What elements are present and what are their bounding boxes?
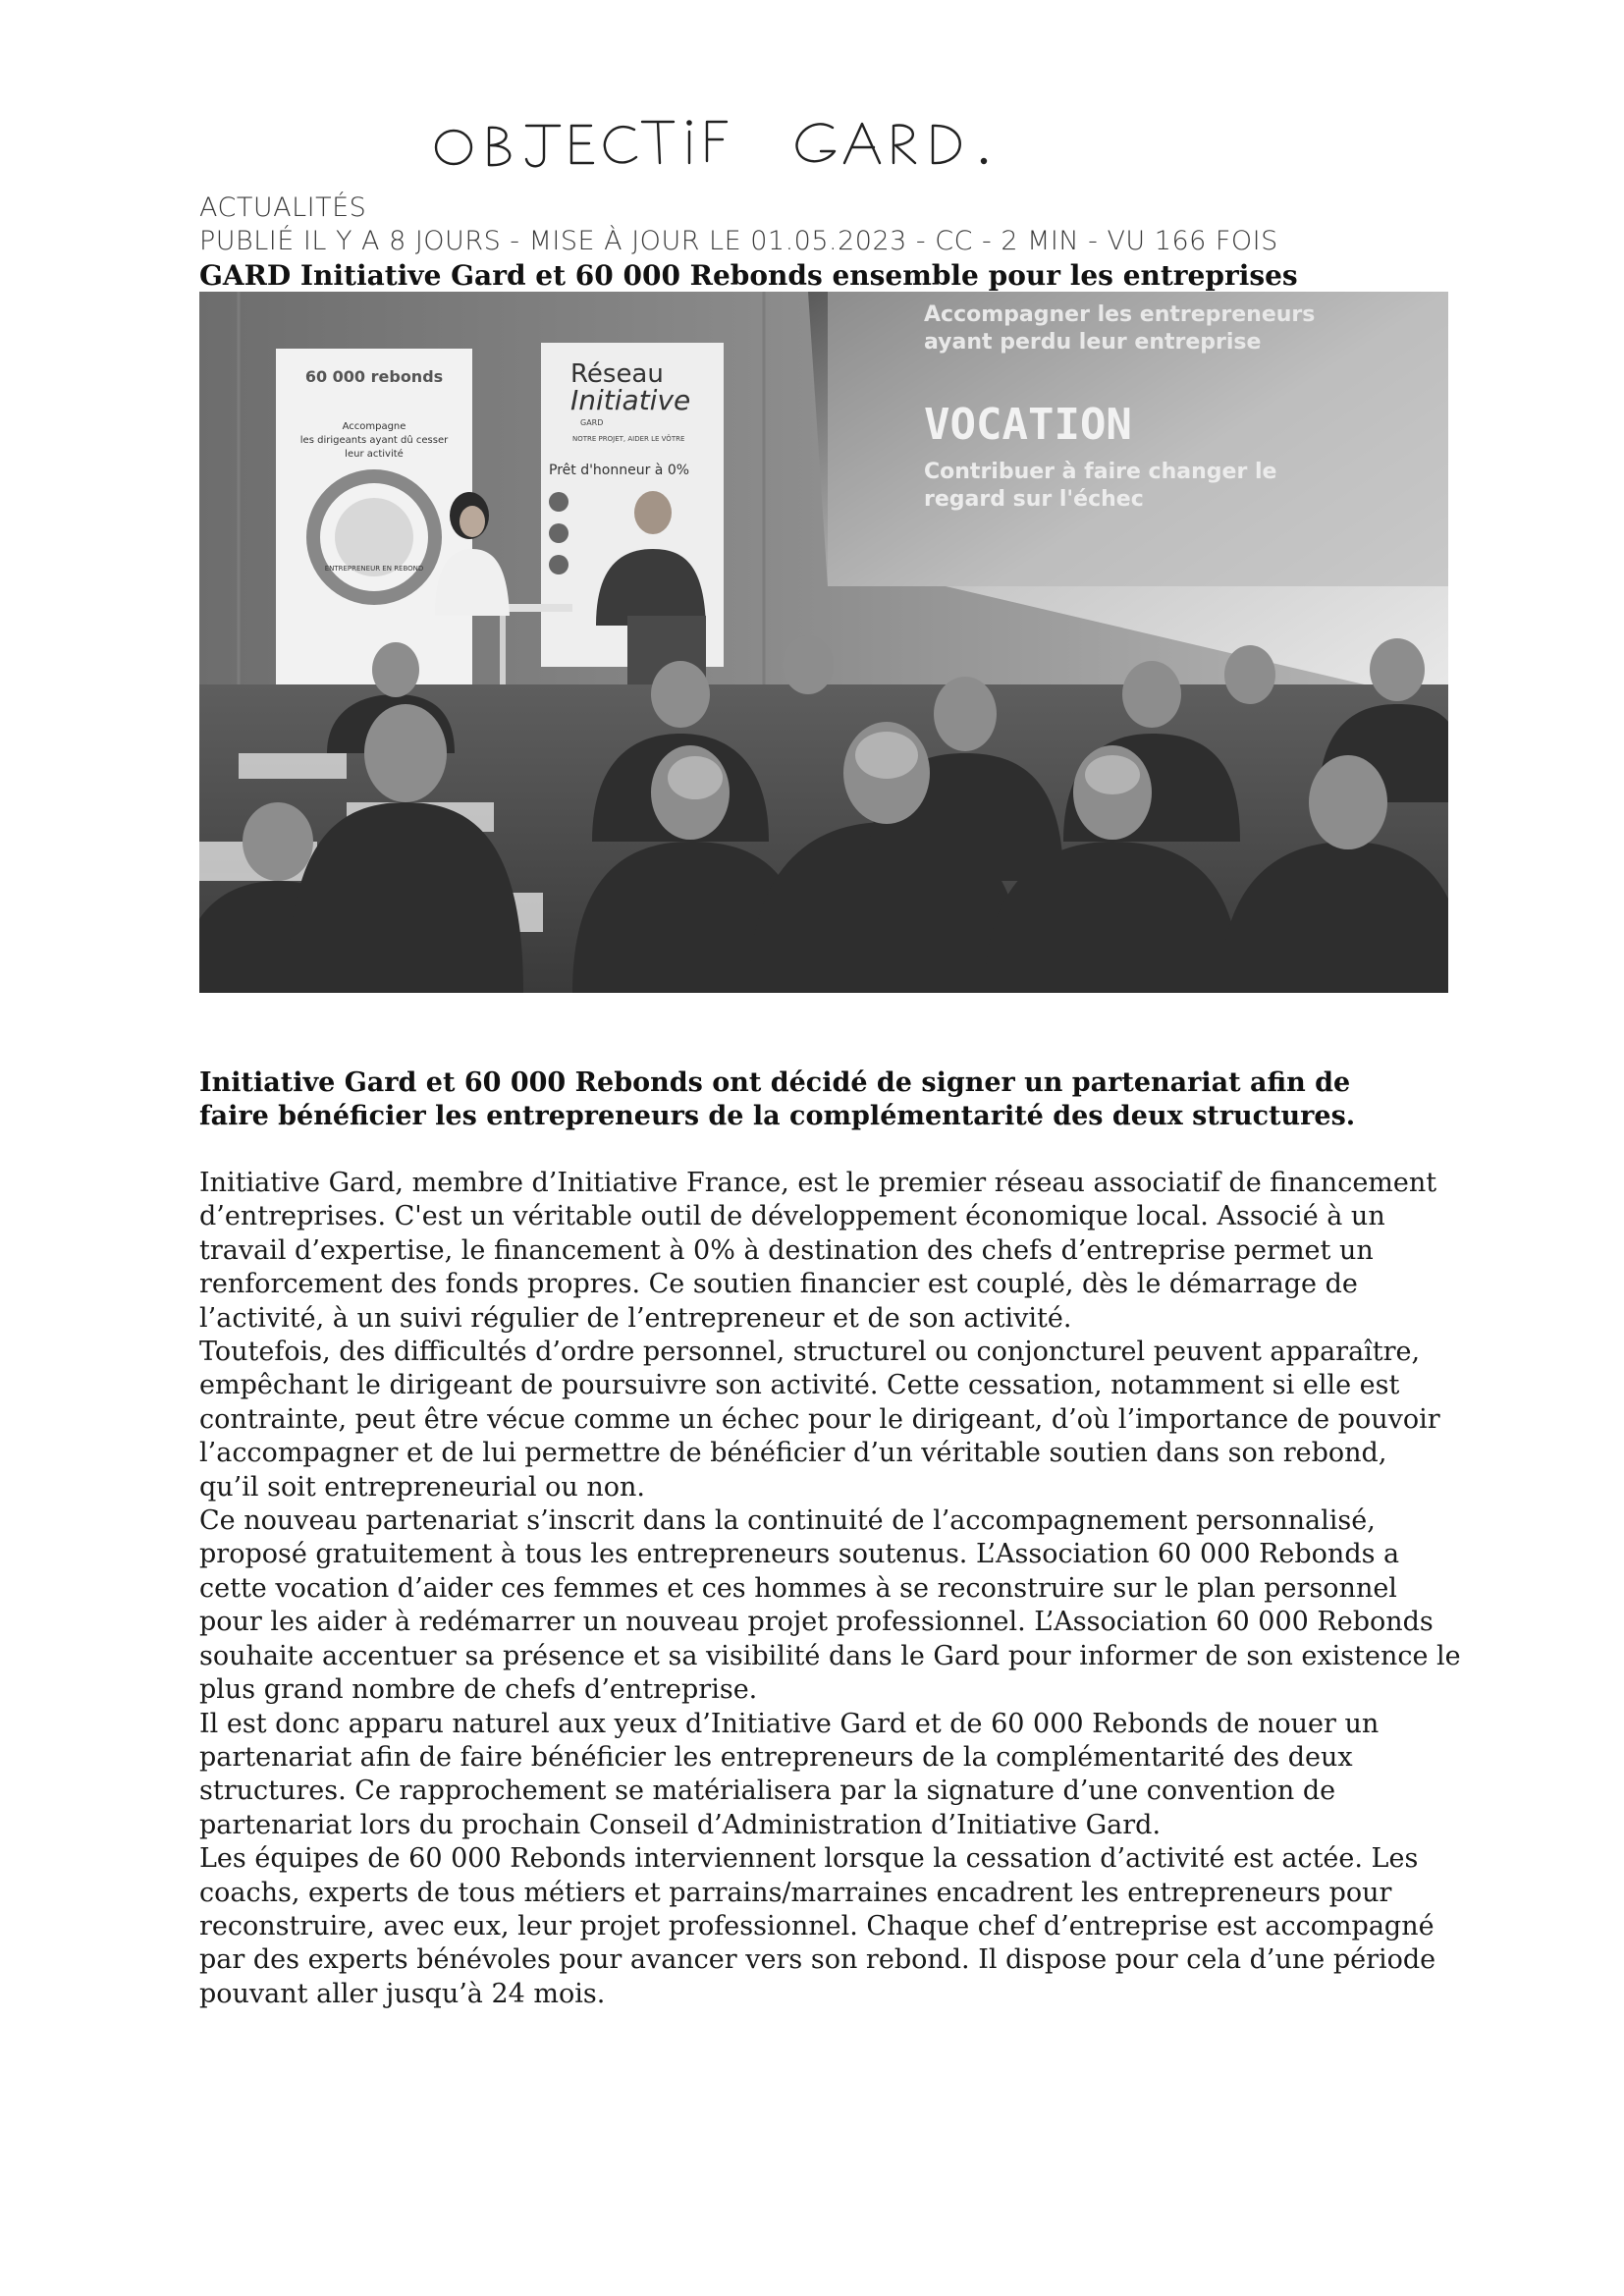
screen-text-line2: ayant perdu leur entreprise	[924, 330, 1262, 355]
rebonds-caption-line2: les dirigeants ayant dû cesser	[299, 435, 449, 446]
body-line: partenariat afin de faire bénéficier les entrepreneurs de la complémentarité des deux	[199, 1741, 1353, 1773]
body-line: pour les aider à redémarrer un nouveau projet professionnel. L’Association 60 000 Rebonds	[199, 1607, 1434, 1638]
screen-sub-line2: regard sur l'échec	[924, 487, 1144, 512]
body-line: d’entreprises. C'est un véritable outil de développement économique local. Associé à un	[199, 1201, 1385, 1232]
body-line: plus grand nombre de chefs d’entreprise.	[199, 1674, 758, 1706]
body-line: l’activité, à un suivi régulier de l’entrepreneur et de son activité.	[199, 1302, 1072, 1334]
lead-line: Initiative Gard et 60 000 Rebonds ont décidé de signer un partenariat afin de	[199, 1067, 1351, 1098]
rebonds-caption-line3: leur activité	[345, 449, 404, 460]
handwritten-note	[432, 106, 1100, 175]
body-line: Ce nouveau partenariat s’inscrit dans la continuité de l’accompagnement personnalisé,	[199, 1505, 1376, 1537]
rebonds-logo-text: 60 000 rebonds	[304, 367, 444, 386]
article-photo	[199, 292, 1448, 993]
body-line: pouvant aller jusqu’à 24 mois.	[199, 1978, 606, 2009]
initiative-logo-line1: Réseau	[570, 359, 664, 389]
rebonds-banner	[276, 349, 472, 702]
article-lead	[199, 1066, 1476, 1133]
article-body	[199, 1167, 1466, 2011]
initiative-loan-text: Prêt d'honneur à 0%	[549, 463, 690, 478]
body-line: qu’il soit entrepreneurial ou non.	[199, 1471, 646, 1503]
screen-text-line1: Accompagner les entrepreneurs	[924, 302, 1316, 327]
body-line: Initiative Gard, membre d’Initiative France, est le premier réseau associatif de financement	[199, 1168, 1437, 1198]
body-line: coachs, experts de tous métiers et parrains/marraines encadrent les entrepreneurs pour	[199, 1877, 1392, 1908]
lead-line: faire bénéficier les entrepreneurs de la complémentarité des deux structures.	[199, 1101, 1356, 1131]
section-rubric: ACTUALITÉS	[199, 192, 367, 223]
body-line: proposé gratuitement à tous les entrepreneurs soutenus. L’Association 60 000 Rebonds a	[199, 1539, 1400, 1570]
rebonds-caption-line1: Accompagne	[342, 421, 406, 432]
body-line: renforcement des fonds propres. Ce soutien financier est couplé, dès le démarrage de	[199, 1269, 1358, 1300]
article-headline: GARD Initiative Gard et 60 000 Rebonds ensemble pour les entreprises	[199, 259, 1298, 292]
body-line: souhaite accentuer sa présence et sa visibilité dans le Gard pour informer de son existence le	[199, 1640, 1461, 1671]
body-line: structures. Ce rapprochement se matérialisera par la signature d’une convention de	[199, 1776, 1336, 1807]
body-line: partenariat lors du prochain Conseil d’Administration d’Initiative Gard.	[199, 1809, 1162, 1840]
body-line: Toutefois, des difficultés d’ordre personnel, structurel ou conjoncturel peuvent apparaître,	[199, 1337, 1421, 1368]
publication-info: PUBLIÉ IL Y A 8 JOURS - MISE À JOUR LE 01.05.2023 - CC - 2 MIN - VU 166 FOIS	[199, 226, 1278, 256]
initiative-tagline: NOTRE PROJET, AIDER LE VÔTRE	[572, 435, 685, 443]
body-line: par des experts bénévoles pour avancer vers son rebond. Il dispose pour cela d’une période	[199, 1944, 1436, 1976]
rebonds-circle-label: ENTREPRENEUR EN REBOND	[324, 565, 424, 573]
body-line: cette vocation d’aider ces femmes et ces hommes à se reconstruire sur le plan personnel	[199, 1572, 1397, 1604]
initiative-logo-sub: GARD	[580, 418, 604, 427]
handwritten-annotation	[432, 106, 1100, 175]
body-line: reconstruire, avec eux, leur projet professionnel. Chaque chef d’entreprise est accompagné	[199, 1910, 1435, 1941]
body-line: empêchant le dirigeant de poursuivre son activité. Cette cessation, notamment si elle est	[199, 1370, 1400, 1401]
conference-photo	[199, 292, 1448, 993]
body-line: travail d’expertise, le financement à 0% à destination des chefs d’entreprise permet un	[199, 1234, 1374, 1266]
body-line: Les équipes de 60 000 Rebonds interviennent lorsque la cessation d’activité est actée. Les	[199, 1843, 1419, 1875]
body-line: contrainte, peut être vécue comme un échec pour le dirigeant, d’où l’importance de pouvoir	[199, 1403, 1440, 1435]
body-line: Il est donc apparu naturel aux yeux d’Initiative Gard et de 60 000 Rebonds de nouer un	[199, 1708, 1380, 1739]
initiative-logo-line2: Initiative	[570, 384, 691, 416]
screen-title: VOCATION	[924, 400, 1132, 450]
body-line: l’accompagner et de lui permettre de bénéficier d’un véritable soutien dans son rebond,	[199, 1438, 1387, 1469]
screen-sub-line1: Contribuer à faire changer le	[924, 460, 1277, 484]
